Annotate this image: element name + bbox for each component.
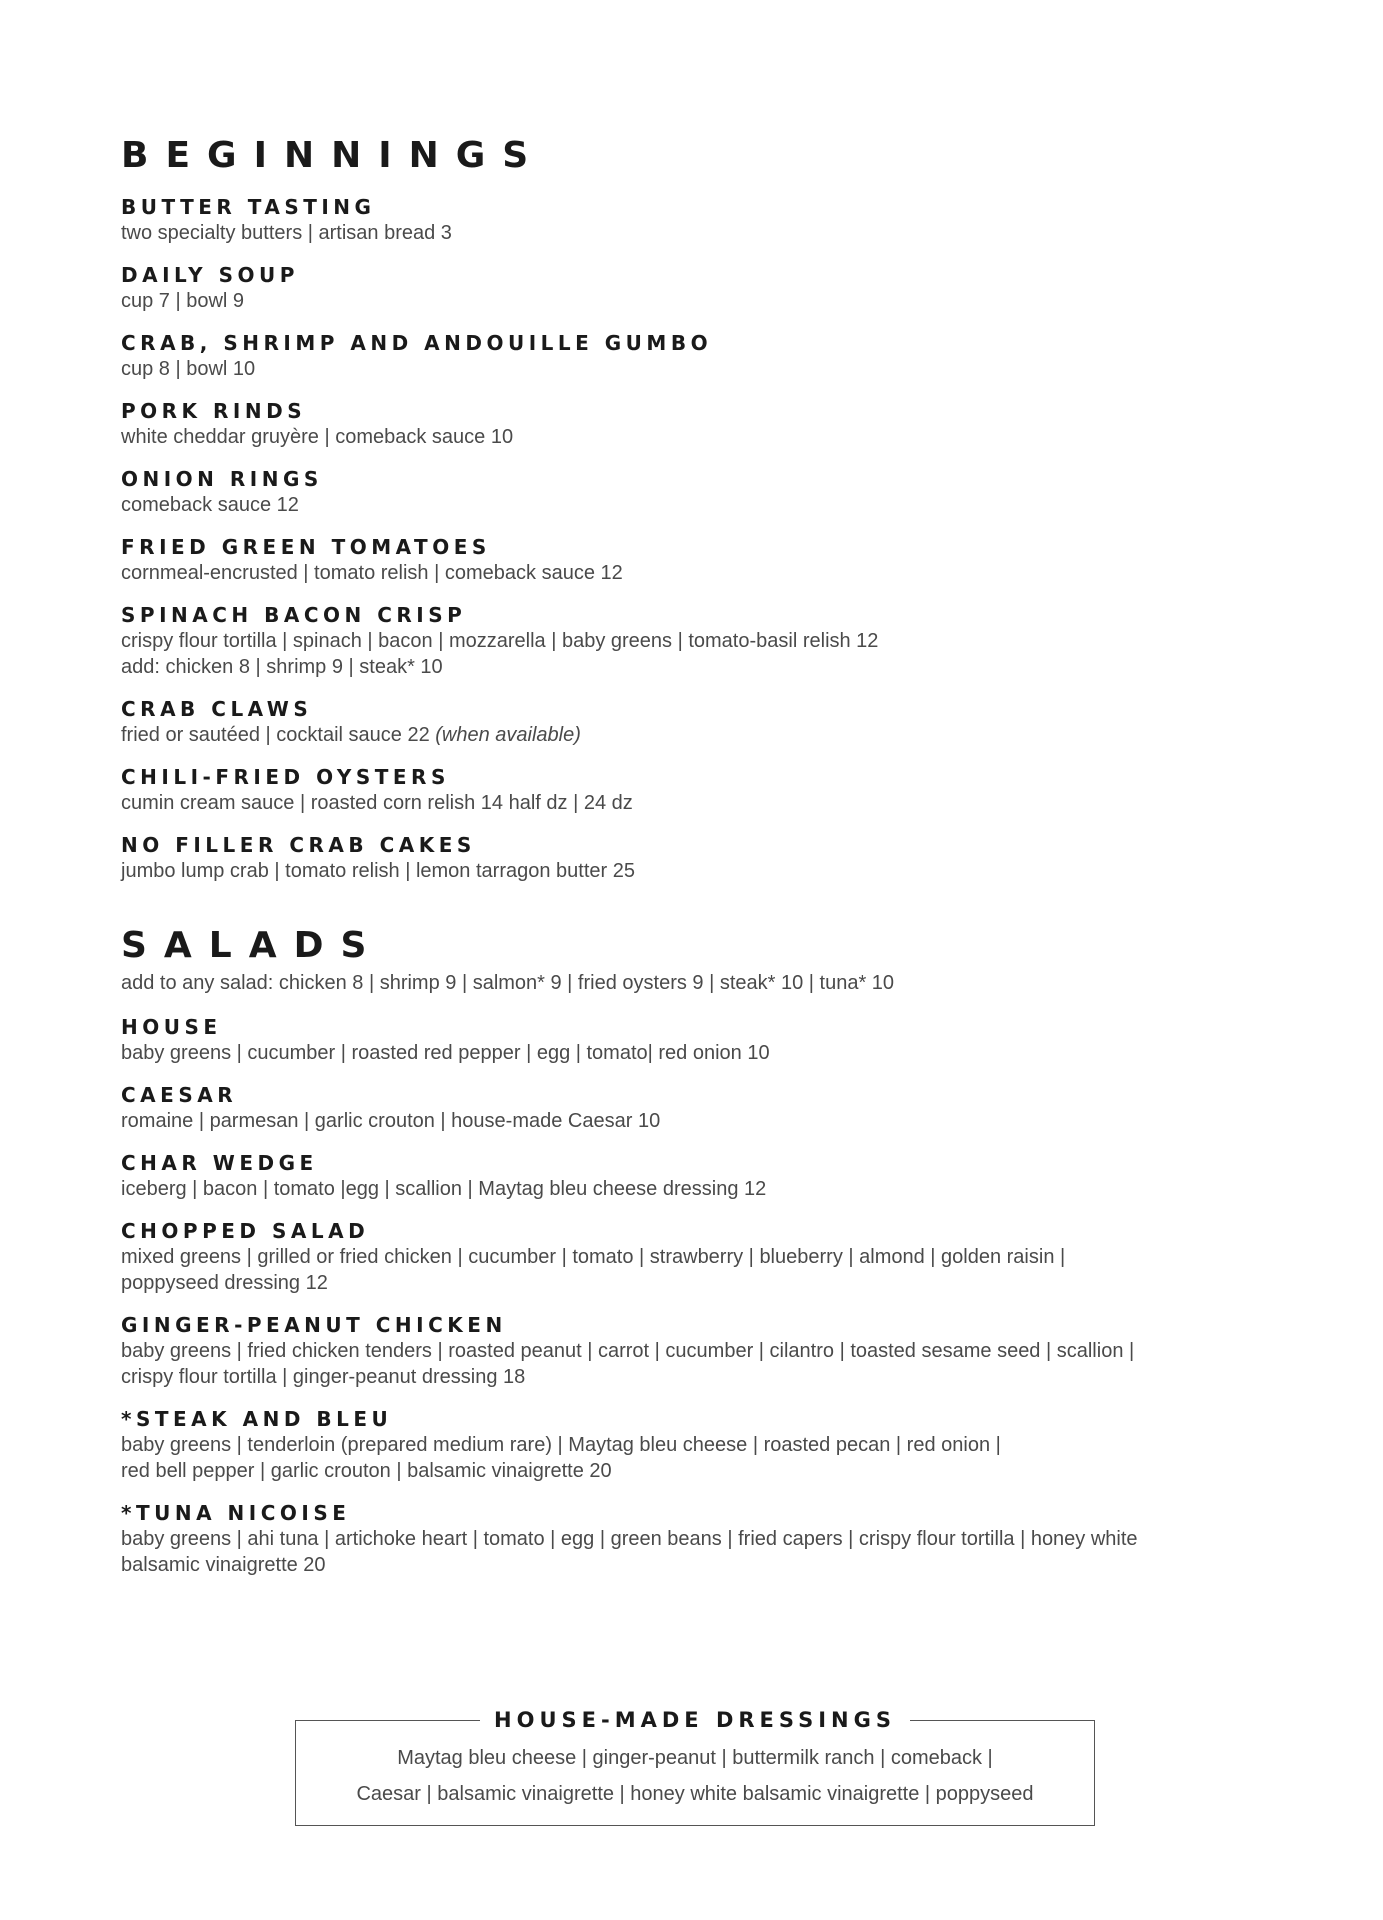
- item-description-cont: poppyseed dressing 12: [121, 1272, 328, 1294]
- menu-item: [121, 764, 1271, 816]
- menu-item: [121, 832, 1271, 884]
- item-name: DAILY SOUP: [121, 263, 299, 287]
- item-description: comeback sauce 12: [121, 494, 299, 516]
- menu-item: [121, 602, 1271, 680]
- item-description: cup 8 | bowl 10: [121, 358, 256, 380]
- item-name: CHILI-FRIED OYSTERS: [121, 765, 450, 789]
- menu-item: [121, 1218, 1271, 1296]
- item-name: NO FILLER CRAB CAKES: [121, 833, 476, 857]
- item-name: HOUSE: [121, 1015, 222, 1039]
- item-description: two specialty butters | artisan bread 3: [121, 222, 452, 244]
- item-description: cup 7 | bowl 9: [121, 290, 245, 312]
- menu-item: [121, 466, 1271, 518]
- item-description-row: [121, 722, 1271, 748]
- item-name: CRAB, SHRIMP AND ANDOUILLE GUMBO: [121, 331, 713, 355]
- menu-item: [121, 534, 1271, 586]
- menu-item: [121, 398, 1271, 450]
- item-add-ons: add: chicken 8 | shrimp 9 | steak* 10: [121, 656, 443, 678]
- item-name: ONION RINGS: [121, 467, 323, 491]
- item-description: baby greens | ahi tuna | artichoke heart | tomato | egg | green beans | fried capers | crispy flour tortilla | honey white: [121, 1528, 1138, 1550]
- menu-item: [121, 194, 1271, 246]
- salad-add-ons: add to any salad: chicken 8 | shrimp 9 | salmon* 9 | fried oysters 9 | steak* 10 | tuna* 10: [121, 972, 895, 994]
- item-description: mixed greens | grilled or fried chicken | cucumber | tomato | strawberry | blueberry | almond | golden raisin |: [121, 1246, 1066, 1268]
- item-description-cont: red bell pepper | garlic crouton | balsamic vinaigrette 20: [121, 1460, 612, 1482]
- menu-item: [121, 330, 1271, 382]
- menu-item: [121, 262, 1271, 314]
- item-description: iceberg | bacon | tomato |egg | scallion | Maytag bleu cheese dressing 12: [121, 1178, 767, 1200]
- menu-item: [121, 1500, 1271, 1578]
- availability-note: (when available): [435, 724, 581, 746]
- dressings-line-2: Caesar | balsamic vinaigrette | honey white balsamic vinaigrette | poppyseed: [356, 1783, 1034, 1805]
- item-description: baby greens | fried chicken tenders | roasted peanut | carrot | cucumber | cilantro | toasted sesame seed | scallion |: [121, 1340, 1135, 1362]
- menu-content: [121, 136, 1271, 1578]
- item-name: *TUNA NICOISE: [121, 1501, 351, 1525]
- item-name: BUTTER TASTING: [121, 195, 376, 219]
- dressings-line-1: Maytag bleu cheese | ginger-peanut | buttermilk ranch | comeback |: [397, 1747, 993, 1769]
- item-description: cumin cream sauce | roasted corn relish 14 half dz | 24 dz: [121, 792, 633, 814]
- item-description: cornmeal-encrusted | tomato relish | comeback sauce 12: [121, 562, 623, 584]
- item-description: romaine | parmesan | garlic crouton | house-made Caesar 10: [121, 1110, 661, 1132]
- item-description-cont: crispy flour tortilla | ginger-peanut dressing 18: [121, 1366, 526, 1388]
- dressings-title-wrap: [296, 1707, 1094, 1733]
- menu-item: [121, 1014, 1271, 1066]
- item-description: crispy flour tortilla | spinach | bacon | mozzarella | baby greens | tomato-basil relish 12: [121, 630, 879, 652]
- item-name: CHAR WEDGE: [121, 1151, 318, 1175]
- item-description: baby greens | cucumber | roasted red pepper | egg | tomato| red onion 10: [121, 1042, 770, 1064]
- item-description: jumbo lump crab | tomato relish | lemon tarragon butter 25: [121, 860, 635, 882]
- item-name: PORK RINDS: [121, 399, 307, 423]
- dressings-box: [295, 1708, 1095, 1826]
- beginnings-section: [121, 136, 1271, 884]
- item-name: SPINACH BACON CRISP: [121, 603, 467, 627]
- menu-item: [121, 1406, 1271, 1484]
- menu-item: [121, 696, 1271, 748]
- menu-item: [121, 1312, 1271, 1390]
- item-description-cont: balsamic vinaigrette 20: [121, 1554, 326, 1576]
- item-description: fried or sautéed | cocktail sauce 22: [121, 724, 430, 746]
- item-name: CAESAR: [121, 1083, 238, 1107]
- item-name: GINGER-PEANUT CHICKEN: [121, 1313, 507, 1337]
- beginnings-title: BEGINNINGS: [121, 135, 546, 176]
- item-name: CHOPPED SALAD: [121, 1219, 370, 1243]
- item-name: *STEAK AND BLEU: [121, 1407, 393, 1431]
- menu-item: [121, 1150, 1271, 1202]
- salads-section: [121, 926, 1271, 1578]
- item-name: FRIED GREEN TOMATOES: [121, 535, 491, 559]
- item-name: CRAB CLAWS: [121, 697, 313, 721]
- salads-title: SALADS: [121, 925, 384, 966]
- menu-item: [121, 1082, 1271, 1134]
- item-description: white cheddar gruyère | comeback sauce 10: [121, 426, 514, 448]
- item-description: baby greens | tenderloin (prepared medium rare) | Maytag bleu cheese | roasted pecan | red onion |: [121, 1434, 1001, 1456]
- dressings-title: HOUSE-MADE DRESSINGS: [480, 1708, 910, 1732]
